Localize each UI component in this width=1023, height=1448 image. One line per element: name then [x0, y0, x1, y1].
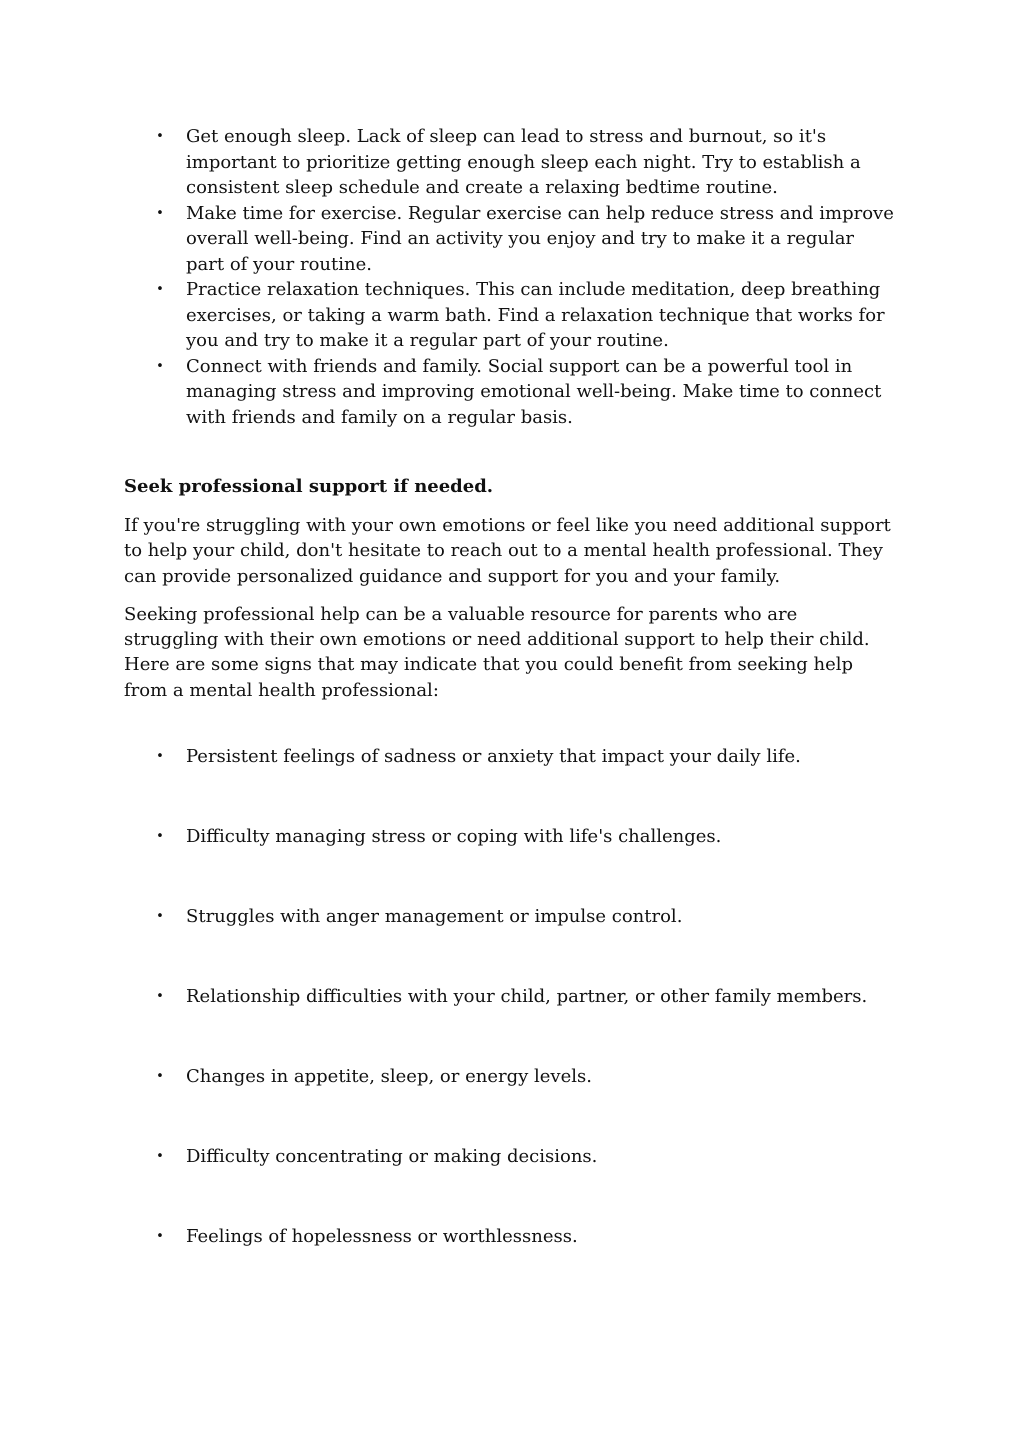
list-item — [124, 824, 894, 849]
paragraph: If you're struggling with your own emotions or feel like you need additional support to help your child, don't hesitate to reach out to a mental health professional. They can provide personalized guidance and support for you and your family. — [124, 515, 891, 587]
list-item-text: Difficulty managing stress or coping with life's challenges. — [186, 826, 722, 848]
bullet-icon: • — [156, 829, 164, 845]
self-care-tips-list — [124, 124, 894, 430]
bullet-icon: • — [156, 1149, 164, 1165]
bullet-icon: • — [156, 749, 164, 765]
bullet-icon: • — [156, 205, 164, 221]
bullet-icon: • — [156, 1229, 164, 1245]
list-item — [124, 124, 894, 201]
list-item — [124, 354, 894, 431]
list-item-text: Persistent feelings of sadness or anxiety that impact your daily life. — [186, 746, 801, 768]
page-content — [124, 124, 894, 1304]
list-item — [124, 904, 894, 929]
bullet-icon: • — [156, 282, 164, 297]
list-item-text: Get enough sleep. Lack of sleep can lead to stress and burnout, so it's important to prioritize getting enough sleep each night. Try to establish a consistent sleep schedule and create a relaxing bedtime routine. — [186, 126, 861, 198]
list-item — [124, 277, 894, 354]
bullet-icon: • — [156, 989, 164, 1005]
list-item-text: Connect with friends and family. Social support can be a powerful tool in managing stress and improving emotional well-being. Make time to connect with friends and family on a regular basis. — [186, 355, 882, 428]
list-item-text: Struggles with anger management or impulse control. — [186, 906, 683, 928]
list-item-text: Make time for exercise. Regular exercise can help reduce stress and improve overall well-being. Find an activity you enjoy and try to make it a regular part of your routine. — [186, 202, 894, 275]
bullet-icon: • — [156, 1069, 164, 1085]
warning-signs-list — [124, 744, 894, 1249]
list-item — [124, 1064, 894, 1089]
list-item-text: Relationship difficulties with your child, partner, or other family members. — [186, 986, 868, 1008]
section-heading: Seek professional support if needed. — [124, 476, 494, 497]
bullet-icon: • — [156, 909, 164, 925]
paragraph: Seeking professional help can be a valuable resource for parents who are struggling with their own emotions or need additional support to help their child. Here are some signs that may indicate that you could benefit from seeking help from a mental health professional: — [124, 603, 870, 701]
list-item-text: Practice relaxation techniques. This can include meditation, deep breathing exercises, or taking a warm bath. Find a relaxation technique that works for you and try to make it a regular part of your routine. — [186, 279, 885, 351]
list-item — [124, 1224, 894, 1249]
bullet-icon: • — [156, 129, 164, 144]
list-item — [124, 1144, 894, 1169]
list-item — [124, 201, 894, 278]
list-item-text: Changes in appetite, sleep, or energy levels. — [186, 1066, 592, 1088]
list-item — [124, 744, 894, 769]
list-item-text: Feelings of hopelessness or worthlessness. — [186, 1226, 578, 1248]
list-item — [124, 984, 894, 1009]
list-item-text: Difficulty concentrating or making decisions. — [186, 1146, 598, 1168]
bullet-icon: • — [156, 358, 164, 374]
